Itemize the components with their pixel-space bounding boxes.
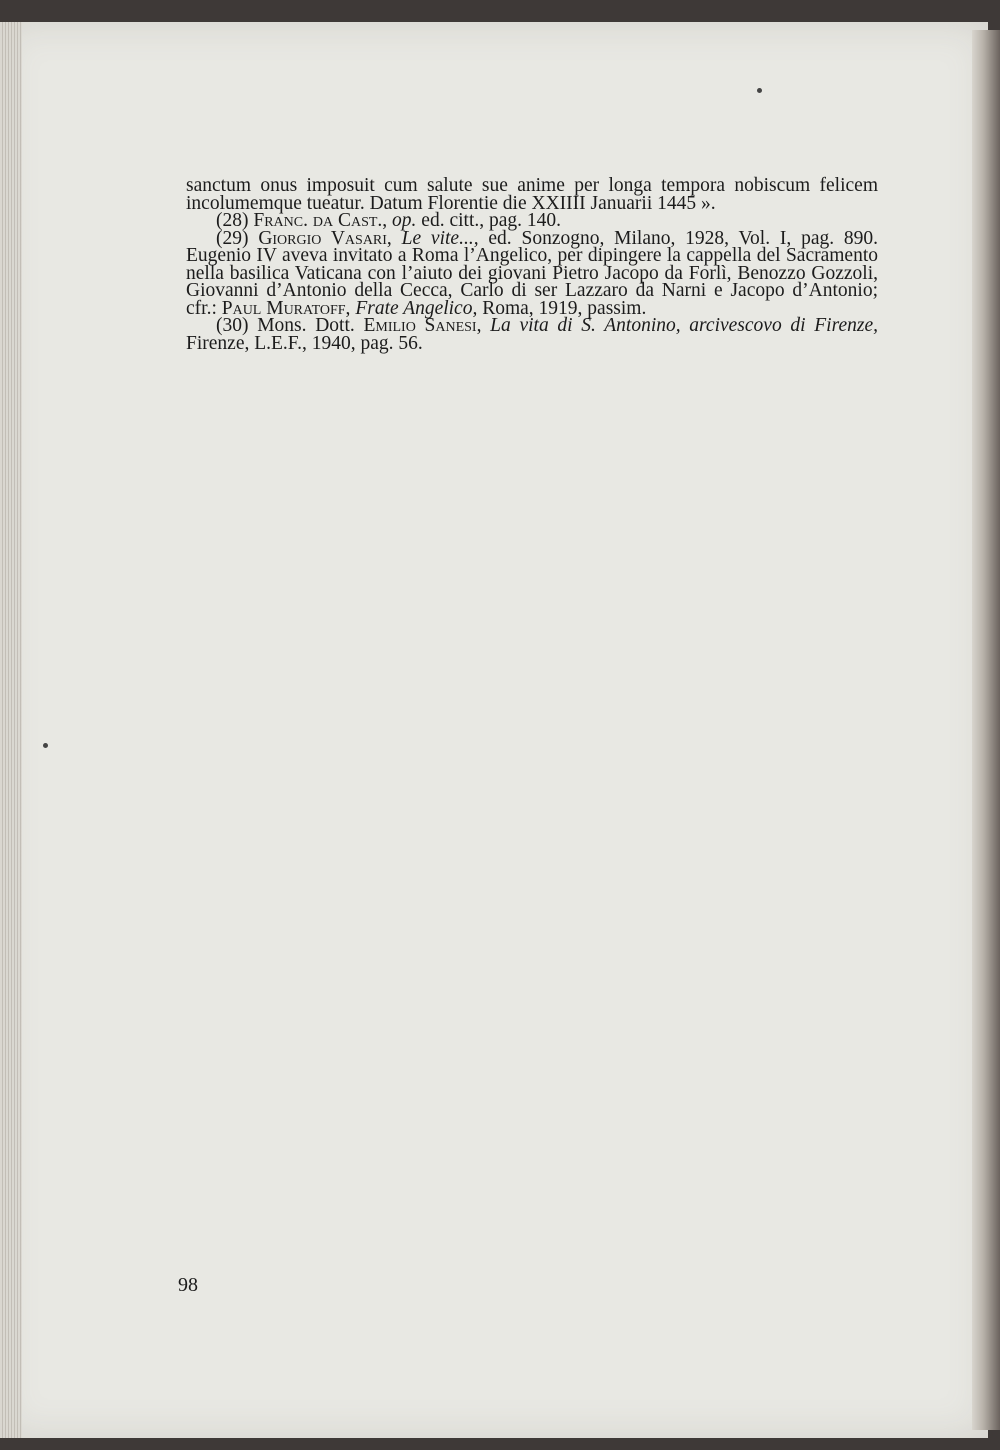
footnote-30-title: La vita di S. Antonino, arcivescovo di Firenze, <box>490 315 878 336</box>
footnote-29-author: Giorgio Vasari, <box>258 227 392 249</box>
footnote-30-prefix: Mons. Dott. <box>257 315 355 336</box>
footnotes-text <box>186 177 878 352</box>
footnote-30-author: Emilio Sanesi, <box>363 315 482 336</box>
footnote-28-rest: ed. citt., pag. 140. <box>421 210 562 231</box>
footnote-28: (28) Franc. da Cast., op. ed. citt., pag. 140. <box>216 210 562 231</box>
footnote-29-title2: Frate Angelico, <box>355 297 478 319</box>
continuation-paragraph <box>186 177 878 212</box>
footnote-30-number: (30) <box>216 315 249 336</box>
page-number: 98 <box>178 1274 198 1296</box>
book-spine <box>972 30 1000 1430</box>
footnote-28-author: Franc. da Cast. <box>253 210 383 231</box>
footnote-30 <box>186 317 878 352</box>
footnote-29-body: ed. Sonzogno, Milano, 1928, Vol. I, pag. 890. Eugenio IV aveva invitato a Roma l’Angelico, per dipingere la cappella del Sacramento nella basilica Vaticana con l’aiuto dei giovani Pietro Jacopo da Forlì, Benozzo Gozzoli, Giovanni d’Antonio della Cecca, Carlo di ser Lazzaro da Narni e Jacopo d’Antonio; cfr.: <box>186 227 879 319</box>
footnote-29 <box>186 227 879 319</box>
footnote-29-number: (29) <box>216 227 249 249</box>
footnote-29-title: Le vite..., <box>401 227 479 249</box>
continuation-text: sanctum onus imposuit cum salute sue anime per longa tempora nobiscum felicem incolumemque tueatur. Datum Florentie die XXIIII Januarii 1445 ». <box>186 175 878 214</box>
footnote-28-op: op. <box>392 210 417 231</box>
footnote-29-author2: Paul Muratoff, <box>221 297 351 319</box>
footnote-28-number: (28) <box>216 210 249 231</box>
footnote-29-rest2: Roma, 1919, passim. <box>482 297 647 319</box>
footnote-30-rest: Firenze, L.E.F., 1940, pag. 56. <box>186 332 423 354</box>
page-edges <box>0 22 22 1438</box>
paper-speck <box>757 88 762 93</box>
paper-speck <box>43 743 48 748</box>
